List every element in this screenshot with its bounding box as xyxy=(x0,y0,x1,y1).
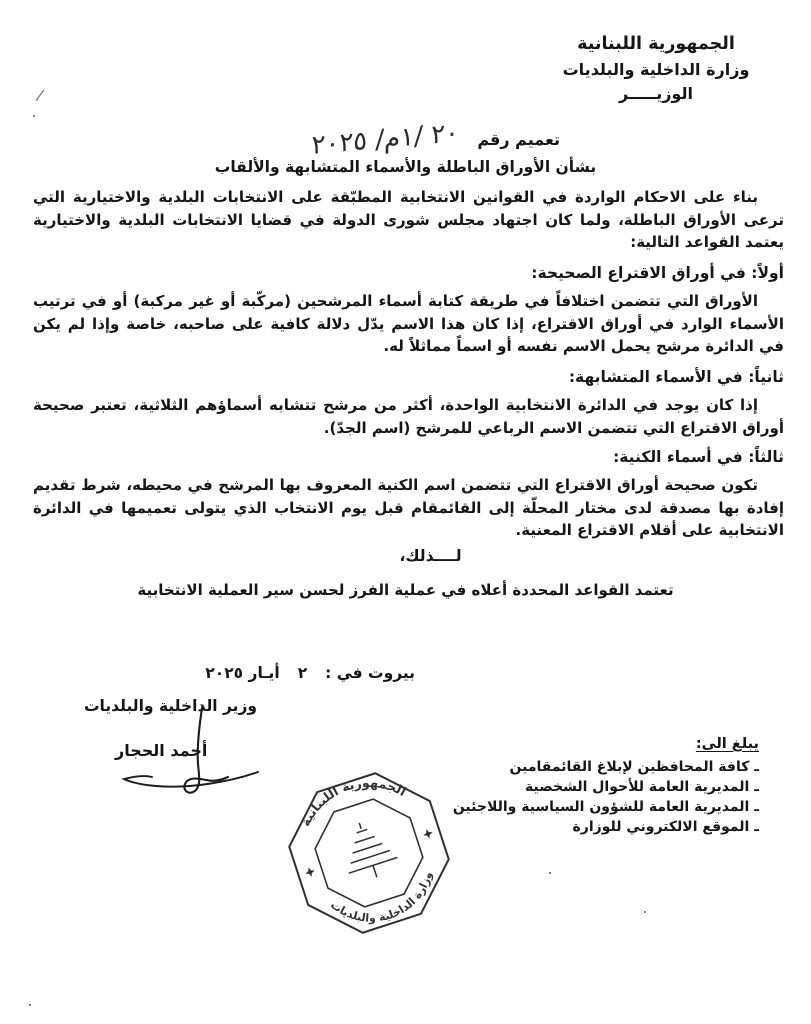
distribution-heading: يبلغ الى: xyxy=(695,736,759,752)
minister-name: أحمد الحجار xyxy=(115,741,208,760)
star-icon xyxy=(304,866,317,879)
intro-paragraph: بناء على الاحكام الواردة في القوانين الانتخابية المطبّقة على الانتخابات البلدية والاختيارية التي ترعى الأوراق الباطلة، ولما كان اجتهاد مجلس شورى الدولة في قضايا الانتخابات البلدية والاختيارية يعتمد القواعد التالية: xyxy=(33,188,784,251)
star-icon xyxy=(422,828,435,841)
cedar-icon xyxy=(336,816,401,885)
date-place-label: بيروت في : xyxy=(325,664,415,682)
section-2-heading: ثانياً: في الأسماء المتشابهة: xyxy=(568,368,784,386)
section-3-body: تكون صحيحة أوراق الاقتراع التي تتضمن اسم الكنية المعروف بها المرشح في محيطه، شرط تقديم إفادة بها مصدقة لدى مختار المحلّة إلى القائمقام قبل يوم الانتخاب الذي يتولى تعميمها في الدائرة الانتخابية على أقلام الاقتراع المعنية. xyxy=(33,476,784,539)
scan-speck xyxy=(644,911,646,913)
distribution-item: ـ المديرية العامة للأحوال الشخصية xyxy=(525,779,759,795)
date-day: ٢ xyxy=(297,664,308,682)
letterhead-minister: الوزيـــــر xyxy=(618,84,694,103)
handwritten-circular-number: ٢٠ /١م/ ٢٠٢٥ xyxy=(311,117,460,161)
letterhead-republic: الجمهورية اللبنانية xyxy=(577,34,735,54)
date-line xyxy=(205,664,415,682)
therefore-word: لــــذلك، xyxy=(399,547,462,565)
seal-bottom-text: وزارة الداخلية والبلديات xyxy=(328,870,435,925)
distribution-item: ـ المديرية العامة للشؤون السياسية واللاجئين xyxy=(452,799,759,815)
letterhead-ministry: وزارة الداخلية والبلديات xyxy=(562,60,750,79)
scan-speck xyxy=(29,1004,31,1006)
section-3-heading: ثالثاً: في أسماء الكنية: xyxy=(613,448,784,466)
section-1-heading: أولاً: في أوراق الاقتراع الصحيحة: xyxy=(531,264,784,282)
circular-subject: بشأن الأوراق الباطلة والأسماء المتشابهة والألقاب xyxy=(214,158,597,176)
seal-top-text: الجمهورية اللبنانية xyxy=(297,774,409,829)
distribution-item: ـ الموقع الالكتروني للوزارة xyxy=(572,819,759,835)
pen-mark-icon xyxy=(28,86,52,126)
section-1-body: الأوراق التي تتضمن اختلافاً في طريقة كتابة أسماء المرشحين (مركّبة أو غير مركبة) أو في ترتيب الأسماء الوارد في أوراق الاقتراع، إذا كان هذا الاسم يدّل دلالة كافية على صاحبه، خاصة وإذا لم يكن في الدائرة مرشح يحمل الاسم نفسه أو اسماً مماثلاً له. xyxy=(33,292,784,355)
date-month-year: أيـار ٢٠٢٥ xyxy=(205,664,280,682)
letterhead xyxy=(520,34,792,103)
decision-line: تعتمد القواعد المحددة أعلاه في عملية الفرز لحسن سير العملية الانتخابية xyxy=(137,581,674,599)
distribution-item: ـ كافة المحافظين لإبلاغ القائمقامين xyxy=(509,759,759,775)
scan-speck xyxy=(549,872,551,874)
official-seal xyxy=(283,766,455,940)
svg-text:الجمهورية اللبنانية xyxy=(289,766,412,832)
minister-title: وزير الداخلية والبلديات xyxy=(83,697,257,715)
circular-number-row xyxy=(311,116,560,161)
distribution-list xyxy=(453,736,759,837)
circular-number-label: تعميم رقم xyxy=(477,130,560,149)
section-2-body: إذا كان يوجد في الدائرة الانتخابية الواحدة، أكثر من مرشح تتشابه أسماؤهم الثلاثية، تعتبر صحيحة أوراق الاقتراع التي تتضمن الاسم الرباعي للمرشح (اسم الجدّ). xyxy=(33,396,784,437)
